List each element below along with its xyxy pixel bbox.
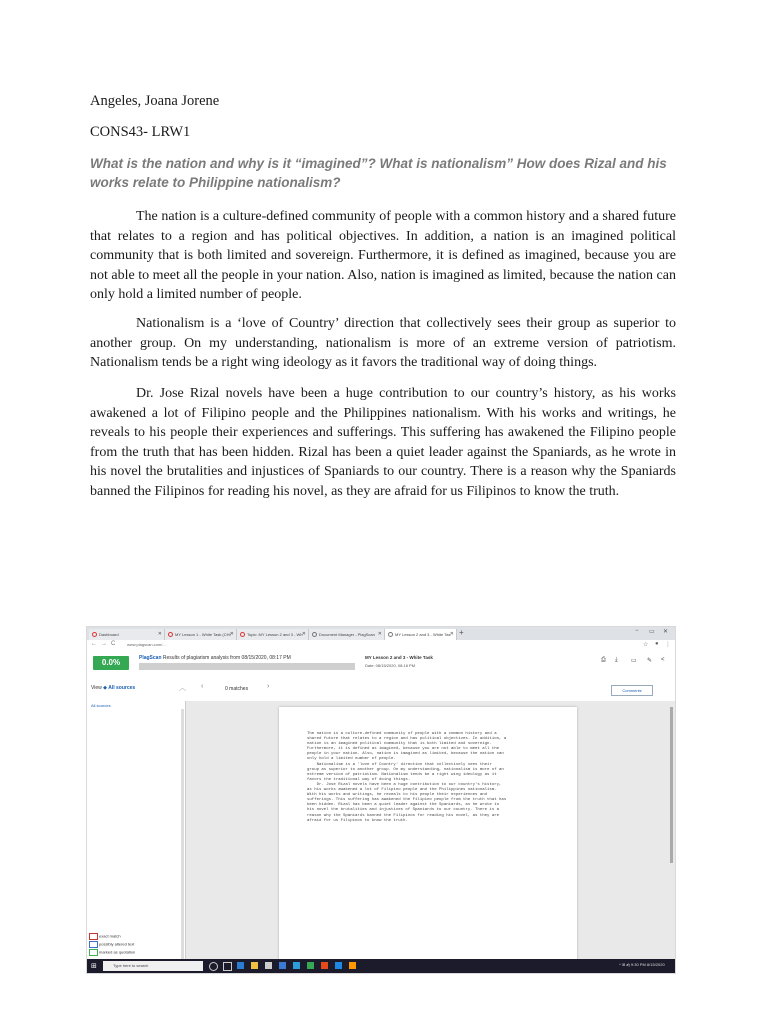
author-name: Angeles, Joana Jorene bbox=[90, 93, 220, 109]
document-preview-text: The nation is a culture-defined community of people with a common history and a shared future that relates to a region and has political objectives. In addition, a nation is an imagined political community that is both limited and sovereign. Furthermore, it is defined as imagined, because you are not able to meet all the people in your nation. Also, nation is imagined as limited, because the nation can only hold a limited number of people. Nationalism is a 'love of Country' direction that collectively sees their group as superior to another group. On my understanding, nationalism is more of an extreme version of patriotism. Nationalism tends be a right wing ideology as it favors the traditional way of doing things. Dr. Jose Rizal novels have been a huge contribution to our country's history, as his works awakened a lot of Filipino people and the Philippines nationalism. With his works and writings, he reveals to his people their experiences and sufferings. This suffering has awakened the Filipino people from the truth that has been hidden. Rizal has been a quiet leader against the Spaniards, as he wrote in his novel the brutalities and injustices of Spaniards to our country. There is a reason why the Spaniards banned the Filipinos for reading his novel, as they are afraid for us Filipinos to know the truth. bbox=[307, 732, 507, 823]
profile-avatar-icon[interactable]: ● bbox=[655, 641, 659, 647]
paragraph-3: Dr. Jose Rizal novels have been a huge contribution to our country’s history, as his works awakened a lot of Filipino people and the Philippines nationalism. With his works and writings, he reveals to his people their experiences and sufferings. This suffering has awakened the Filipino people from the truth that has been hidden. Rizal has been a quiet leader against the Spaniards, as he wrote in his novel the brutalities and injustices of Spaniards to our country. There is a reason why the Spaniards banned the Filipinos for reading his novel, as they are afraid for us Filipinos to know the truth. bbox=[90, 386, 676, 499]
course-code: CONS43- LRW1 bbox=[90, 124, 191, 140]
task-view-icon[interactable] bbox=[223, 962, 232, 971]
scrollbar-thumb[interactable] bbox=[670, 707, 673, 863]
close-window-button[interactable]: ✕ bbox=[663, 629, 669, 635]
report-caption: PlagScan Results of plagiarism analysis from 08/15/2020, 08:17 PM bbox=[139, 655, 291, 661]
chrome-icon[interactable] bbox=[307, 962, 314, 969]
document-title: MY Lesson 2 and 3 - White Task bbox=[365, 655, 433, 660]
progress-bar bbox=[139, 663, 355, 670]
browser-tab[interactable]: Document Manager - PlagScan ✕ bbox=[309, 629, 385, 640]
browser-tab[interactable]: Dashboard ✕ bbox=[89, 629, 165, 640]
browser-tab-bar bbox=[87, 627, 675, 640]
edit-icon[interactable]: ✎ bbox=[647, 658, 653, 664]
embedded-screenshot bbox=[86, 626, 676, 974]
chevron-up-icon[interactable]: ︿ bbox=[179, 685, 186, 692]
chevron-left-icon[interactable]: ‹ bbox=[201, 683, 204, 690]
all-sources-filter[interactable]: All sources bbox=[91, 703, 111, 708]
back-icon[interactable]: ← bbox=[91, 641, 97, 647]
system-tray-clock: ^ ⊞ 𝒹) 9:30 PM 8/15/2020 bbox=[619, 962, 665, 967]
store-icon[interactable] bbox=[265, 962, 272, 969]
maximize-button[interactable]: ▭ bbox=[649, 629, 655, 635]
more-icon[interactable]: < bbox=[661, 657, 665, 663]
taskbar-search-box[interactable]: Type here to search bbox=[103, 961, 203, 971]
view-selector[interactable]: View ◆ All sources bbox=[91, 685, 136, 691]
comments-button[interactable]: Comments bbox=[611, 685, 653, 696]
essay-question: What is the nation and why is it “imagined”? What is nationalism” How does Rizal and his works relate to Philippine nationalism? bbox=[90, 156, 667, 190]
new-tab-button[interactable]: + bbox=[459, 628, 464, 637]
legend-item: marked as quotation bbox=[89, 949, 135, 956]
app-icon[interactable] bbox=[349, 962, 356, 969]
document-date: Date: 08/15/2020, 08:16 PM bbox=[365, 663, 416, 668]
browser-tab-active[interactable]: MY Lesson 2 and 3 - White Tas ✕ bbox=[385, 629, 457, 640]
legend-swatch bbox=[89, 933, 98, 940]
close-icon[interactable]: ✕ bbox=[157, 631, 162, 637]
plagiarism-score: 0.0% bbox=[93, 656, 129, 670]
office-icon[interactable] bbox=[321, 962, 328, 969]
cortana-icon[interactable] bbox=[209, 962, 218, 971]
tab-favicon-icon bbox=[168, 632, 173, 637]
close-icon[interactable]: ✕ bbox=[301, 631, 306, 637]
document-viewer bbox=[186, 701, 675, 973]
close-icon[interactable]: ✕ bbox=[377, 631, 382, 637]
menu-icon[interactable]: ⋮ bbox=[665, 642, 671, 648]
legend-item: exact match bbox=[89, 933, 121, 940]
forward-icon[interactable]: → bbox=[101, 641, 107, 647]
word-icon[interactable] bbox=[335, 962, 342, 969]
url-field[interactable]: www.plagscan.com/... bbox=[127, 642, 166, 647]
legend-item: possibly altered text bbox=[89, 941, 134, 948]
document-preview-page bbox=[279, 707, 577, 969]
print-icon[interactable]: ⎙ bbox=[601, 657, 606, 663]
paragraph-2: Nationalism is a ‘love of Country’ direction that collectively sees their group as superior to another group. On my understanding, nationalism is more of an extreme version of patriotism. Nationalism tends be a right wing ideology as it favors the traditional way of doing things. bbox=[90, 316, 676, 370]
share-icon[interactable]: ▭ bbox=[631, 658, 637, 664]
app-icon[interactable] bbox=[293, 962, 300, 969]
browser-tab[interactable]: Topic: MY Lesson 2 and 3 - Wh ✕ bbox=[237, 629, 309, 640]
windows-taskbar bbox=[87, 959, 675, 973]
close-icon[interactable]: ✕ bbox=[449, 631, 454, 637]
tab-favicon-icon bbox=[92, 632, 97, 637]
tab-favicon-icon bbox=[240, 632, 245, 637]
close-icon[interactable]: ✕ bbox=[229, 631, 234, 637]
scrollbar[interactable] bbox=[181, 709, 184, 961]
report-header bbox=[87, 651, 675, 676]
mail-icon[interactable] bbox=[279, 962, 286, 969]
star-icon[interactable]: ☆ bbox=[643, 642, 649, 648]
browser-tab[interactable]: MY Lesson 1 - White Task (CHI ✕ bbox=[165, 629, 237, 640]
paragraph-1: The nation is a culture-defined community of people with a common history and a shared future that relates to a region and has political objectives. In addition, a nation is an imagined political community that is both limited and sovereign. Furthermore, it is defined as imagined, because you are not able to meet all the people in your nation. Also, nation is imagined as limited, because the nation can only hold a limited number of people. bbox=[90, 209, 676, 302]
sources-panel bbox=[87, 701, 186, 973]
download-icon[interactable]: ⤓ bbox=[615, 657, 618, 663]
windows-start-icon[interactable]: ⊞ bbox=[91, 963, 97, 970]
match-count: 0 matches bbox=[225, 686, 249, 692]
tab-favicon-icon bbox=[312, 632, 317, 637]
tab-favicon-icon bbox=[388, 632, 393, 637]
legend-swatch bbox=[89, 941, 98, 948]
minimize-button[interactable]: − bbox=[635, 628, 639, 634]
chevron-right-icon[interactable]: › bbox=[267, 683, 270, 690]
file-explorer-icon[interactable] bbox=[251, 962, 258, 969]
edge-icon[interactable] bbox=[237, 962, 244, 969]
reload-icon[interactable]: C bbox=[111, 641, 116, 647]
legend-swatch bbox=[89, 949, 98, 956]
